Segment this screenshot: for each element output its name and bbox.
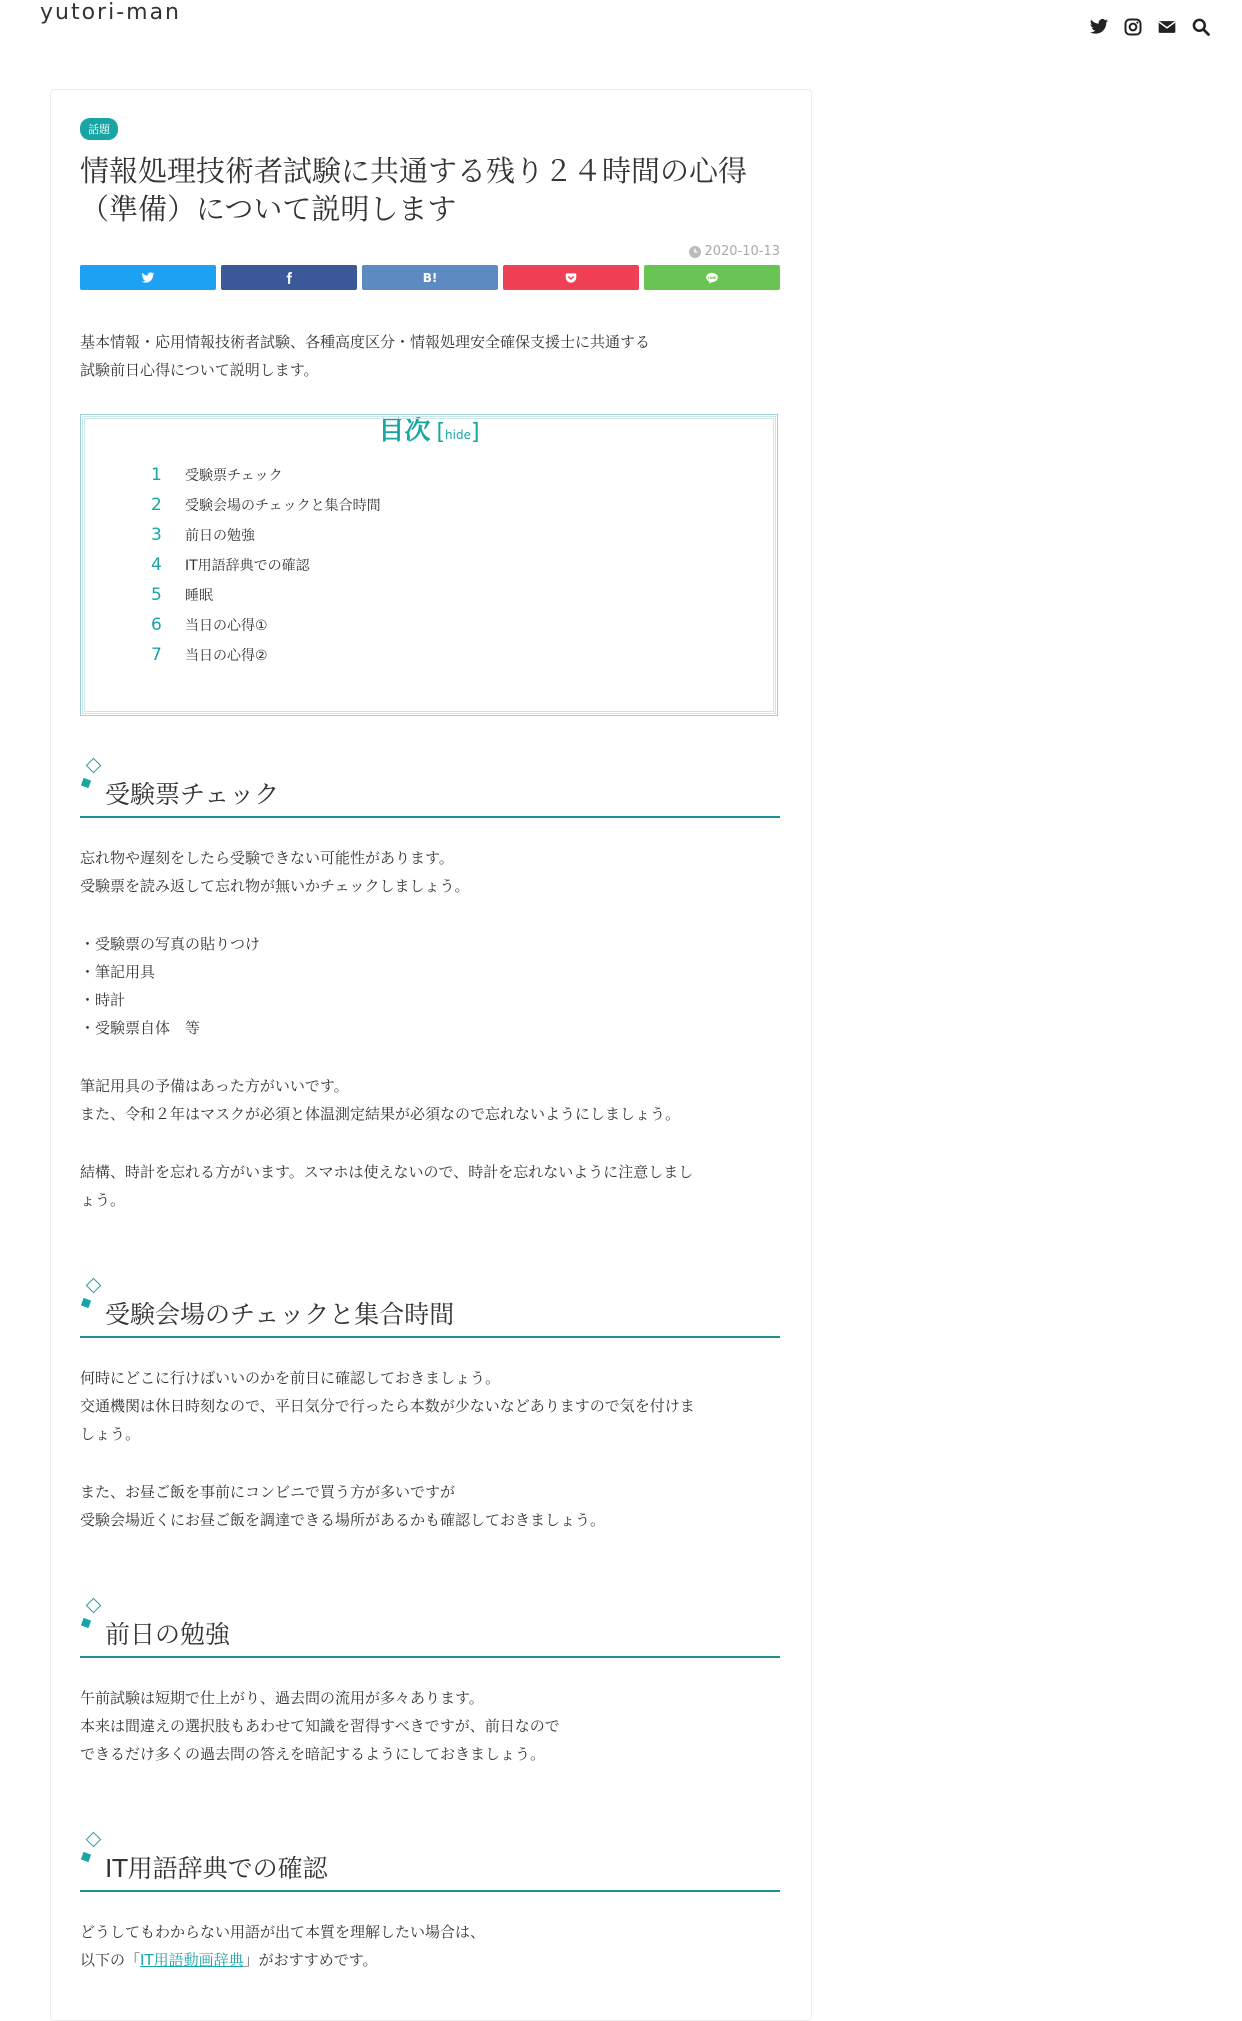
toc-item-number: 6 bbox=[151, 615, 162, 635]
post-date bbox=[80, 244, 780, 259]
facebook-icon bbox=[282, 271, 296, 285]
toc-item[interactable] bbox=[151, 585, 777, 615]
paragraph-line: 受験票を読み返して忘れ物が無いかチェックしましょう。 bbox=[80, 877, 470, 895]
text-fragment: 」がおすすめです。 bbox=[243, 1951, 378, 1969]
section-body bbox=[80, 1918, 780, 1974]
paragraph-line: また、令和２年はマスクが必須と体温測定結果が必須なので忘れないようにしましょう。 bbox=[80, 1105, 681, 1123]
toc-item-number: 2 bbox=[151, 495, 162, 515]
paragraph-line: 受験会場近くにお昼ご飯を調達できる場所があるかも確認しておきましょう。 bbox=[80, 1511, 606, 1529]
toc-item-label[interactable]: 当日の心得② bbox=[185, 648, 268, 664]
toc-item-number: 7 bbox=[151, 645, 162, 665]
toc-item[interactable] bbox=[151, 615, 777, 645]
diamond-icon bbox=[86, 758, 102, 774]
toc-item[interactable] bbox=[151, 645, 777, 675]
toc-item-number: 1 bbox=[151, 465, 162, 485]
svg-text:LINE: LINE bbox=[707, 275, 717, 280]
it-dictionary-link[interactable]: IT用語動画辞典 bbox=[140, 1951, 244, 1969]
diamond-icon bbox=[86, 1832, 102, 1848]
diamond-icon bbox=[86, 1278, 102, 1294]
share-facebook-button[interactable] bbox=[221, 265, 357, 290]
paragraph-line: 交通機関は休日時刻なので、平日気分で行ったら本数が少ないなどありますので気を付けま bbox=[80, 1397, 695, 1415]
toc-item-number: 3 bbox=[151, 525, 162, 545]
toc-title: 目次 bbox=[378, 416, 431, 446]
toc-item-label[interactable]: 受験票チェック bbox=[185, 468, 283, 484]
heading-decoration bbox=[80, 1274, 780, 1296]
toc-item[interactable] bbox=[151, 465, 777, 495]
line-icon bbox=[705, 271, 719, 285]
toc-toggle[interactable]: [hide] bbox=[436, 420, 480, 445]
section-heading: IT用語辞典での確認 bbox=[80, 1850, 780, 1892]
pocket-icon bbox=[564, 271, 578, 285]
share-hatena-button[interactable] bbox=[362, 265, 498, 290]
header-icons bbox=[1088, 16, 1212, 38]
section-heading: 前日の勉強 bbox=[80, 1616, 780, 1658]
section-exam-venue bbox=[80, 1274, 780, 1534]
toc-list bbox=[81, 465, 777, 675]
toc-item-label[interactable]: 前日の勉強 bbox=[185, 528, 255, 544]
toc-item-number: 4 bbox=[151, 555, 162, 575]
spacer bbox=[80, 900, 780, 930]
toc-item-number: 5 bbox=[151, 585, 162, 605]
toc-item[interactable] bbox=[151, 525, 777, 555]
list-item: ・筆記用具 bbox=[80, 963, 156, 981]
article bbox=[80, 118, 780, 1974]
category-badge[interactable]: 話題 bbox=[80, 118, 118, 140]
search-icon[interactable] bbox=[1190, 16, 1212, 38]
toc-item-label[interactable]: IT用語辞典での確認 bbox=[185, 558, 310, 574]
toc-item-label[interactable]: 当日の心得① bbox=[185, 618, 268, 634]
share-twitter-button[interactable] bbox=[80, 265, 216, 290]
section-study-before bbox=[80, 1594, 780, 1768]
twitter-icon bbox=[141, 271, 155, 285]
paragraph-line: 筆記用具の予備はあった方がいいです。 bbox=[80, 1077, 349, 1095]
text-fragment: 以下の「 bbox=[80, 1951, 141, 1969]
list-item: ・受験票の写真の貼りつけ bbox=[80, 935, 261, 953]
toc-item[interactable] bbox=[151, 495, 777, 525]
share-pocket-button[interactable] bbox=[503, 265, 639, 290]
share-buttons bbox=[80, 265, 780, 290]
diamond-icon bbox=[86, 1598, 102, 1614]
paragraph-line: どうしてもわからない用語が出て本質を理解したい場合は、 bbox=[80, 1923, 486, 1941]
spacer bbox=[80, 1042, 780, 1072]
instagram-icon[interactable] bbox=[1122, 16, 1144, 38]
section-it-dictionary bbox=[80, 1828, 780, 1974]
paragraph-line: できるだけ多くの過去問の答えを暗記するようにしておきましょう。 bbox=[80, 1745, 546, 1763]
toc-toggle-label[interactable]: hide bbox=[445, 428, 471, 442]
section-heading: 受験会場のチェックと集合時間 bbox=[80, 1296, 780, 1338]
section-body bbox=[80, 1684, 780, 1768]
toc-item-label[interactable]: 睡眠 bbox=[185, 588, 213, 604]
twitter-icon[interactable] bbox=[1088, 16, 1110, 38]
site-logo[interactable]: yutori-man bbox=[40, 0, 181, 25]
paragraph-line: しょう。 bbox=[80, 1425, 141, 1443]
spacer bbox=[80, 1448, 780, 1478]
paragraph-line: 午前試験は短期で仕上がり、過去問の流用が多々あります。 bbox=[80, 1689, 484, 1707]
toc-header bbox=[81, 415, 777, 451]
intro-text bbox=[80, 328, 780, 384]
paragraph-line: 何時にどこに行けばいいのかを前日に確認しておきましょう。 bbox=[80, 1369, 501, 1387]
intro-line: 基本情報・応用情報技術者試験、各種高度区分・情報処理安全確保支援士に共通する bbox=[80, 333, 651, 351]
site-header bbox=[0, 0, 1242, 60]
post-date-text: 2020-10-13 bbox=[704, 244, 780, 259]
toc-item[interactable] bbox=[151, 555, 777, 585]
list-item: ・受験票自体 等 bbox=[80, 1019, 201, 1037]
share-line-button[interactable] bbox=[644, 265, 780, 290]
heading-decoration bbox=[80, 1594, 780, 1616]
section-body bbox=[80, 844, 780, 1214]
paragraph-line: 忘れ物や遅刻をしたら受験できない可能性があります。 bbox=[80, 849, 454, 867]
heading-decoration bbox=[80, 754, 780, 776]
spacer bbox=[80, 1128, 780, 1158]
mail-icon[interactable] bbox=[1156, 16, 1178, 38]
intro-line: 試験前日心得について説明します。 bbox=[80, 361, 319, 379]
section-body bbox=[80, 1364, 780, 1534]
clock-icon bbox=[689, 246, 701, 258]
paragraph-line: ょう。 bbox=[80, 1191, 126, 1209]
paragraph-line: 本来は間違えの選択肢もあわせて知識を習得すべきですが、前日なので bbox=[80, 1717, 560, 1735]
heading-decoration bbox=[80, 1828, 780, 1850]
paragraph-line: 結構、時計を忘れる方がいます。スマホは使えないので、時計を忘れないように注意しまし bbox=[80, 1163, 694, 1181]
section-heading: 受験票チェック bbox=[80, 776, 780, 818]
paragraph-line: また、お昼ご飯を事前にコンビニで買う方が多いですが bbox=[80, 1483, 456, 1501]
hatena-label: B! bbox=[422, 270, 438, 285]
toc-item-label[interactable]: 受験会場のチェックと集合時間 bbox=[185, 498, 381, 514]
post-title: 情報処理技術者試験に共通する残り２４時間の心得（準備）について説明します bbox=[80, 154, 748, 226]
list-item: ・時計 bbox=[80, 991, 126, 1009]
paragraph-line bbox=[80, 1946, 780, 1974]
section-exam-ticket bbox=[80, 754, 780, 1214]
table-of-contents bbox=[80, 414, 778, 716]
